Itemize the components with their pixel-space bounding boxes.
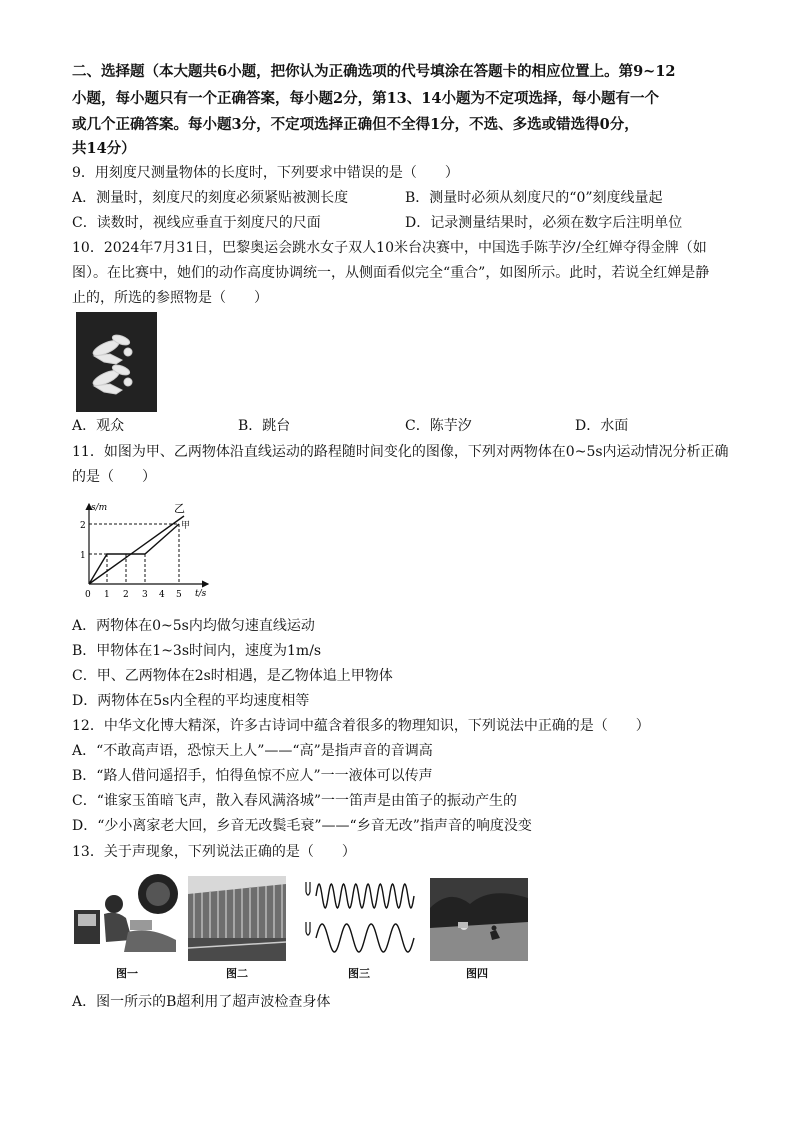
label-jia: 甲 — [181, 521, 191, 531]
y-tick-1: 1 — [80, 551, 86, 561]
diving-photo-image — [76, 312, 157, 412]
figure-4-caption: 图四 — [466, 967, 488, 980]
x-tick-5: 5 — [176, 590, 182, 600]
label-yi: 乙 — [174, 502, 185, 515]
q9-option-c: C．读数时，视线应垂直于刻度尺的尺面 — [72, 215, 321, 231]
diving-photo — [76, 312, 157, 412]
q11-stem-line-2: 的是（ ） — [72, 469, 156, 485]
y-tick-2: 2 — [80, 521, 86, 531]
q10-option-a: A．观众 — [72, 418, 125, 434]
q12-option-a: A．“不敢高声语，恐惊天上人”——“高”是指声音的音调高 — [72, 743, 433, 759]
x-tick-4: 4 — [159, 590, 165, 600]
section-header-line-1: 二、选择题（本大题共6小题，把你认为正确选项的代号填涂在答题卡的相应位置上。第9~12 — [72, 63, 676, 80]
figure-1-caption: 图一 — [116, 967, 138, 980]
q11-st-graph — [70, 498, 215, 602]
q13-stem: 13．关于声现象，下列说法正确的是（ ） — [72, 844, 356, 860]
q9-option-d: D．记录测量结果时，必须在数字后注明单位 — [405, 215, 683, 231]
q12-option-b: B．“路人借问遥招手，怕得鱼惊不应人”一一液体可以传声 — [72, 768, 433, 784]
y-axis-label: s/m — [91, 503, 108, 513]
q11-option-a: A．两物体在0~5s内均做匀速直线运动 — [72, 618, 315, 634]
x-tick-2: 2 — [123, 590, 129, 600]
q10-option-b: B．跳台 — [238, 418, 291, 434]
figure-4-landscape — [430, 878, 528, 961]
q9-option-b: B．测量时必须从刻度尺的“0”刻度线量起 — [405, 190, 663, 206]
figure-3-waveforms — [298, 876, 418, 962]
q10-stem-line-3: 止的，所选的参照物是（ ） — [72, 290, 268, 306]
figure-2-caption: 图二 — [226, 967, 248, 980]
figure-3-caption: 图三 — [348, 967, 370, 980]
q11-stem-line-1: 11．如图为甲、乙两物体沿直线运动的路程随时间变化的图像，下列对两物体在0~5s内运动情况分析正确 — [72, 444, 729, 460]
q12-option-d: D．“少小离家老大回，乡音无改鬓毛衰”——“乡音无改”指声音的响度没变 — [72, 818, 532, 834]
q9-option-a: A．测量时，刻度尺的刻度必须紧贴被测长度 — [72, 190, 349, 206]
section-header-line-2: 小题，每小题只有一个正确答案，每小题2分，第13、14小题为不定项选择，每小题有一个 — [72, 90, 659, 107]
q11-option-c: C．甲、乙两物体在2s时相遇，是乙物体追上甲物体 — [72, 668, 393, 684]
q10-stem-line-1: 10．2024年7月31日，巴黎奥运会跳水女子双人10米台决赛中，中国选手陈芋汐/全红婵夺得金牌（如 — [72, 240, 707, 256]
figure-1-ultrasound — [72, 870, 184, 962]
q10-stem-line-2: 图）。在比赛中，她们的动作高度协调统一，从侧面看似完全“重合”，如图所示。此时，若说全红婵是静 — [72, 265, 710, 281]
x-axis-label: t/s — [195, 589, 207, 599]
section-header-line-3: 或几个正确答案。每小题3分，不定项选择正确但不全得1分，不选、多选或错选得0分， — [72, 116, 639, 133]
q10-option-c: C．陈芋汐 — [405, 418, 472, 434]
x-tick-1: 1 — [104, 590, 110, 600]
line-yi — [89, 516, 184, 584]
figure-2-noise-barrier — [188, 876, 286, 961]
q12-option-c: C．“谁家玉笛暗飞声，散入春风满洛城”一一笛声是由笛子的振动产生的 — [72, 793, 518, 809]
q9-stem: 9．用刻度尺测量物体的长度时，下列要求中错误的是（ ） — [72, 165, 459, 181]
q11-option-d: D．两物体在5s内全程的平均速度相等 — [72, 693, 310, 709]
q13-option-a: A．图一所示的B超利用了超声波检查身体 — [72, 994, 331, 1010]
q10-option-d: D．水面 — [575, 418, 629, 434]
x-tick-0: 0 — [85, 590, 91, 600]
q12-stem: 12．中华文化博大精深，许多古诗词中蕴含着很多的物理知识，下列说法中正确的是（ ） — [72, 718, 650, 734]
x-tick-3: 3 — [142, 590, 148, 600]
q11-option-b: B．甲物体在1~3s时间内，速度为1m/s — [72, 643, 322, 659]
section-header-line-4: 共14分） — [72, 140, 136, 157]
